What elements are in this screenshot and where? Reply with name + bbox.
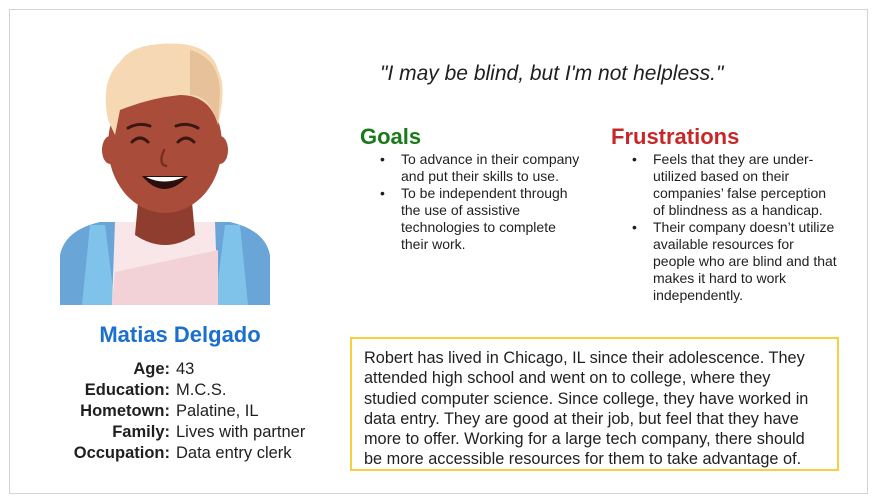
list-item: • Feels that they are under-utilized based on their companies’ false perception of blindness as a handicap. (622, 151, 837, 219)
persona-details (40, 359, 340, 464)
detail-value: Palatine, IL (176, 402, 259, 420)
detail-row-hometown (40, 401, 340, 422)
frustrations-heading: Frustrations (611, 124, 740, 149)
detail-label: Age: (133, 360, 170, 378)
detail-value: Lives with partner (176, 423, 306, 441)
detail-row-age (40, 359, 340, 380)
goals-list (370, 151, 585, 253)
persona-name: Matias Delgado (99, 322, 261, 347)
list-item: • To advance in their company and put their skills to use. (370, 151, 585, 185)
detail-label: Education: (84, 381, 170, 399)
list-item: • Their company doesn’t utilize available resources for people who are blind and that makes it hard to work independently. (622, 219, 837, 304)
list-item: • To be independent through the use of assistive technologies to complete their work. (370, 185, 585, 253)
avatar (60, 40, 270, 305)
detail-label: Occupation: (73, 444, 170, 462)
detail-row-occupation (40, 443, 340, 464)
persona-quote: "I may be blind, but I'm not helpless." (380, 62, 724, 85)
frustrations-list (622, 151, 837, 304)
goals-heading: Goals (360, 124, 422, 149)
detail-row-education (40, 380, 340, 401)
detail-row-family (40, 422, 340, 443)
detail-label: Hometown: (80, 402, 170, 420)
detail-label: Family: (112, 423, 170, 441)
detail-value: 43 (176, 360, 195, 378)
detail-value: Data entry clerk (176, 444, 292, 462)
bio-box: Robert has lived in Chicago, IL since their adolescence. They attended high school and went on to college, where they studied computer science. Since college, they have worked in data entry. They are good at their job, but feel that they have more to offer. Working for a large tech company, there should be more accessible resources for them to take advantage of. (350, 337, 839, 471)
detail-value: M.C.S. (176, 381, 227, 399)
